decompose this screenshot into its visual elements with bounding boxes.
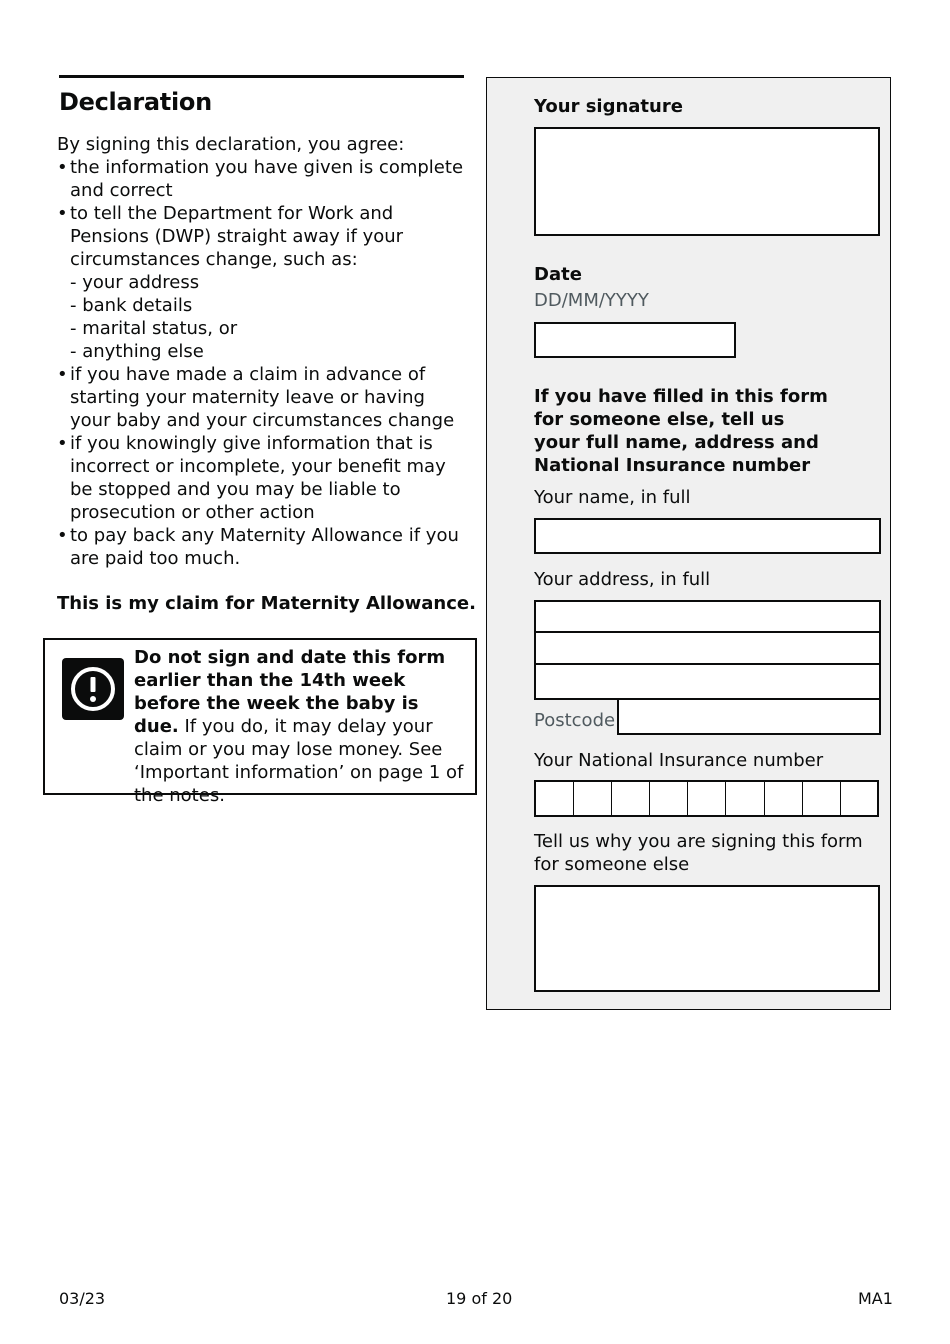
sub-list-item: - bank details <box>70 295 193 316</box>
address-label: Your address, in full <box>534 569 711 590</box>
list-item: • if you knowingly give information that is incorrect or incomplete, your benefit may be stopped and you may be liable to prosecution or other action <box>57 432 467 524</box>
address-line-3-field[interactable] <box>534 663 881 700</box>
footer-date-code: 03/23 <box>59 1289 106 1308</box>
claim-statement: This is my claim for Maternity Allowance. <box>57 593 476 614</box>
ni-cell-divider <box>649 782 650 815</box>
list-item: • if you have made a claim in advance of starting your maternity leave or having your baby and your circumstances change <box>57 363 467 432</box>
postcode-field[interactable] <box>617 698 881 735</box>
name-label: Your name, in full <box>534 487 691 508</box>
list-item: • to tell the Department for Work and Pensions (DWP) straight away if your circumstances change, such as: <box>57 202 467 271</box>
address-line-2-field[interactable] <box>534 631 881 665</box>
sub-list-item: - marital status, or <box>70 318 238 339</box>
name-field[interactable] <box>534 518 881 554</box>
signature-label: Your signature <box>534 96 683 117</box>
page-title: Declaration <box>59 88 212 116</box>
sub-list-item: - anything else <box>70 341 204 362</box>
heading-rule <box>59 75 464 78</box>
reason-label: Tell us why you are signing this form for someone else <box>534 831 863 875</box>
someone-else-heading: If you have filled in this form for someone else, tell us your full name, address and National Insurance number <box>534 386 828 476</box>
date-field[interactable] <box>534 322 736 358</box>
declaration-list <box>57 156 467 570</box>
date-hint: DD/MM/YYYY <box>534 290 649 311</box>
ni-cell-divider <box>802 782 803 815</box>
date-label: Date <box>534 264 582 285</box>
warning-bold: Do not sign and date this form earlier than the 14th week before the week the baby is due. <box>134 647 446 737</box>
ni-label: Your National Insurance number <box>534 750 824 771</box>
ni-cell-divider <box>573 782 574 815</box>
signature-field[interactable] <box>534 127 880 236</box>
footer-page-number: 19 of 20 <box>446 1289 513 1308</box>
list-item: • to pay back any Maternity Allowance if you are paid too much. <box>57 524 467 570</box>
declaration-intro: By signing this declaration, you agree: <box>57 134 405 155</box>
list-item: • the information you have given is complete and correct <box>57 156 467 202</box>
warning-text <box>134 646 469 807</box>
ni-cell-divider <box>725 782 726 815</box>
declaration-text <box>57 133 467 570</box>
ni-cell-divider <box>840 782 841 815</box>
postcode-label: Postcode <box>534 710 616 731</box>
reason-field[interactable] <box>534 885 880 992</box>
footer-form-code: MA1 <box>858 1289 893 1308</box>
ni-cell-divider <box>611 782 612 815</box>
exclamation-icon <box>62 658 124 720</box>
warning-detail: If you do, it may delay your claim or you may lose money. See ‘Important information’ on page 1 of the notes. <box>134 716 464 806</box>
ni-cell-divider <box>764 782 765 815</box>
sub-list-item: - your address <box>70 272 200 293</box>
ni-number-field[interactable] <box>534 780 879 817</box>
ni-cell-divider <box>687 782 688 815</box>
address-line-1-field[interactable] <box>534 600 881 633</box>
